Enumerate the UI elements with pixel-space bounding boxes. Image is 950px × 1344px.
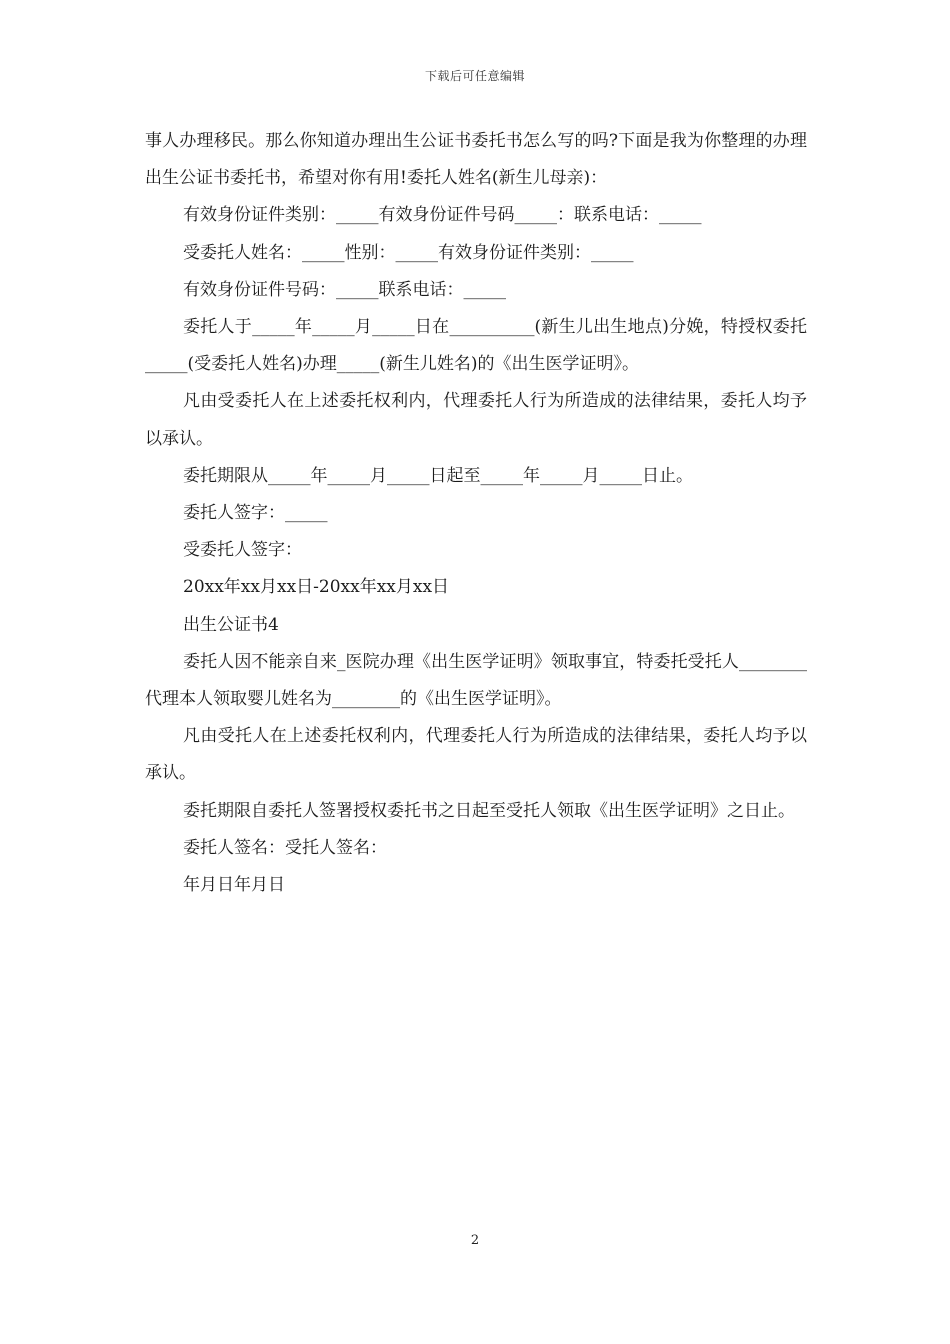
paragraph-term-2: 委托期限自委托人签署授权委托书之日起至受托人领取《出生医学证明》之日止。 [183,800,795,821]
paragraph-legal-consequence-2: 凡由受托人在上述委托权利内，代理委托人行为所造成的法律结果，委托人均予以承认。 [145,726,807,784]
document-body [145,123,807,904]
paragraph-date-range: 20xx年xx月xx日-20xx年xx月xx日 [183,577,450,598]
page-number: 2 [470,1233,480,1248]
paragraph-term: 委托期限从_____年_____月_____日起至_____年_____月_____日止。 [183,465,693,486]
paragraph-signatures: 委托人签名：受托人签名： [183,837,387,858]
paragraph-principal-id: 有效身份证件类别：_____有效身份证件号码_____：联系电话：_____ [183,205,702,226]
paragraph-legal-consequence: 凡由受委托人在上述委托权利内，代理委托人行为所造成的法律结果，委托人均予以承认。 [145,391,807,449]
paragraph-authorization: 委托人于_____年_____月_____日在__________(新生儿出生地点)分娩，特授权委托_____(受委托人姓名)办理_____(新生儿姓名)的《出生医学证明》。 [145,317,807,375]
section-title: 出生公证书4 [183,614,279,635]
paragraph-agent-signature: 受委托人签字： [183,540,302,561]
paragraph-intro: 事人办理移民。那么你知道办理出生公证书委托书怎么写的吗?下面是我为你整理的办理出生公证书委托书，希望对你有用!委托人姓名(新生儿母亲)： [145,131,807,189]
page-header: 下载后可任意编辑 [424,69,525,83]
paragraph-hospital-authorization: 委托人因不能亲自来_医院办理《出生医学证明》领取事宜，特委托受托人________代理本人领取婴儿姓名为________的《出生医学证明》。 [145,651,807,710]
paragraph-agent-id: 有效身份证件号码：_____联系电话：_____ [183,279,506,300]
paragraph-principal-signature: 委托人签字：_____ [183,503,328,524]
paragraph-dates: 年月日年月日 [183,875,285,896]
paragraph-agent-name: 受委托人姓名：_____性别：_____有效身份证件类别：_____ [183,242,634,263]
